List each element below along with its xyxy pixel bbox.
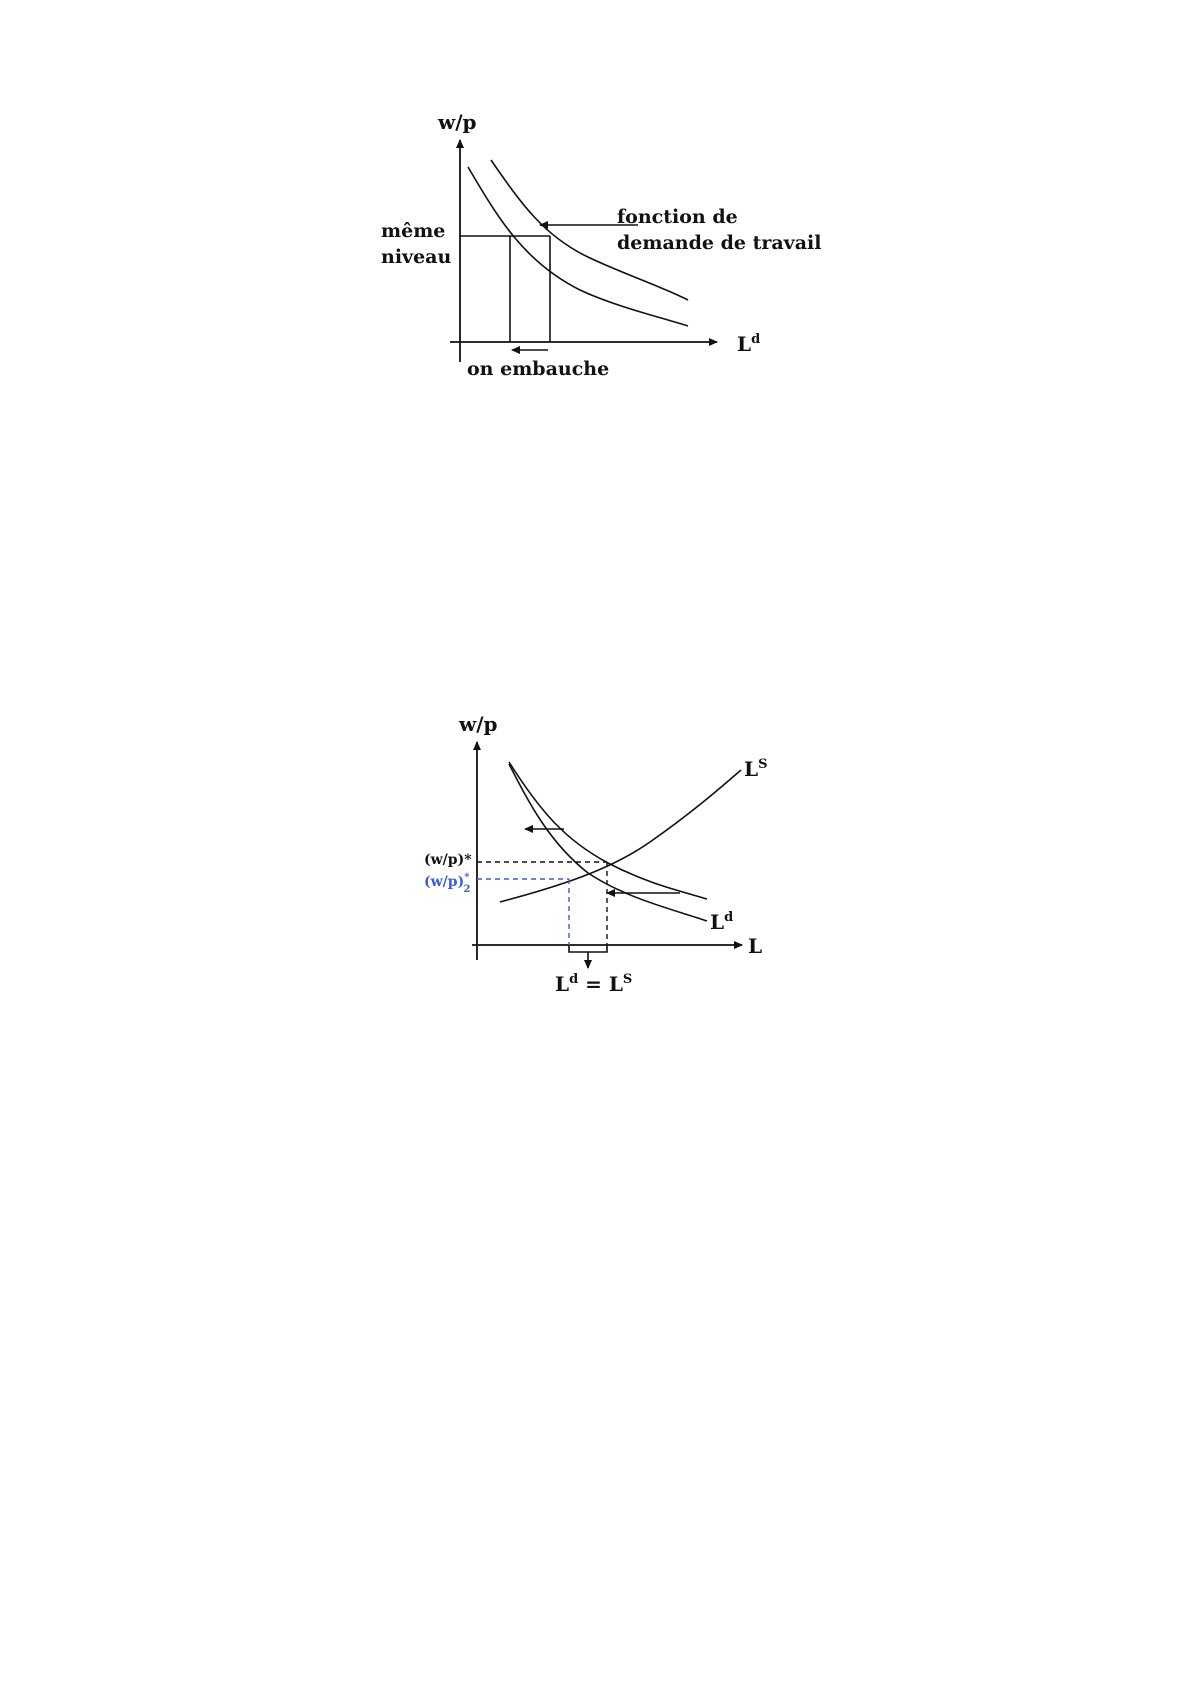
x-axis-label: $L^d$ (737, 332, 761, 356)
demand-curve-label: $L^d$ (710, 910, 734, 934)
labour-demand-diagram (381, 110, 821, 380)
demand-curve-shifted (509, 764, 707, 921)
curve-label-line2: demande de travail (617, 232, 822, 254)
level-label-line1: même (381, 220, 446, 242)
x-axis-label: L (748, 934, 763, 958)
eq-wage-label: (w/p)* (424, 852, 472, 868)
new-wage-label: (w/p)* 2 (424, 872, 471, 895)
quantity-bracket (569, 945, 607, 952)
labour-market-equilibrium-diagram (424, 712, 767, 996)
demand-curve-original (491, 160, 688, 300)
supply-curve (500, 770, 741, 902)
shift-label: on embauche (467, 358, 610, 380)
demand-curve-original (509, 762, 707, 899)
level-label-line2: niveau (381, 246, 452, 268)
y-axis-label: w/p (459, 712, 498, 736)
curve-label-line1: fonction de (617, 206, 738, 228)
y-axis-label: w/p (438, 110, 477, 134)
equilibrium-equality-label: $L^d = L^S$ (555, 972, 633, 996)
supply-curve-label: $L^S$ (744, 757, 768, 781)
